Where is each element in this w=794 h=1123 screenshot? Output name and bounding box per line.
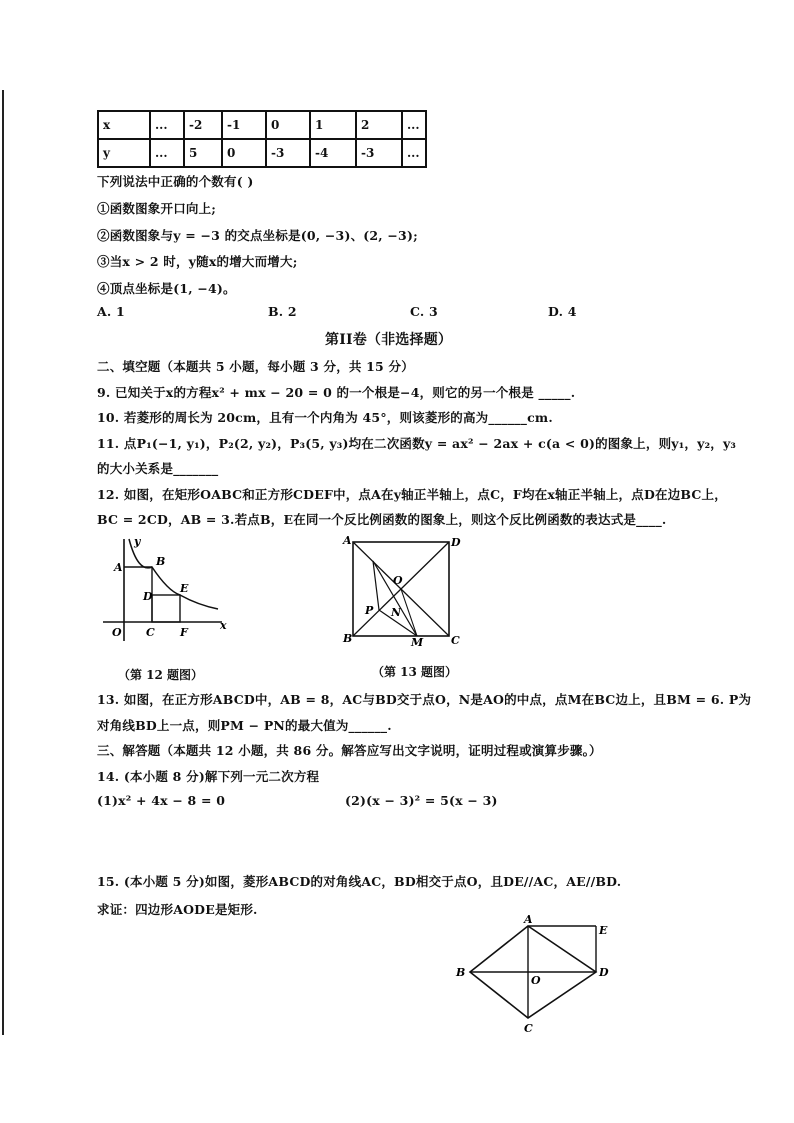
q8-item-3: ③当x > 2 时，y随x的增大而增大;	[97, 254, 298, 269]
question-9: 9. 已知关于x的方程x² + mx − 20 = 0 的一个根是−4，则它的另一个根是 _____.	[97, 385, 576, 400]
question-14-eq-2: (2)(x − 3)² = 5(x − 3)	[345, 793, 498, 808]
question-15-line-1: 15. (本小题 5 分)如图，菱形ABCD的对角线AC，BD相交于点O，且DE//AC，AE//BD.	[97, 874, 622, 889]
section-title: 第II卷（非选择题）	[325, 332, 453, 348]
question-12-line-2: BC = 2CD，AB = 3.若点B，E在同一个反比例函数的图象上，则这个反比例函数的表达式是____.	[97, 512, 667, 527]
table-cell: 2	[356, 111, 402, 139]
table-cell: -1	[222, 111, 266, 139]
figure-13	[335, 532, 465, 647]
q8-option-a: A. 1	[97, 304, 125, 319]
question-15-line-2: 求证：四边形AODE是矩形.	[97, 902, 258, 917]
question-13-line-2: 对角线BD上一点，则PM − PN的最大值为______.	[97, 718, 392, 733]
label-a: A	[114, 561, 123, 574]
label-d: D	[143, 590, 153, 603]
question-11-line-1: 11. 点P₁(−1, y₁)，P₂(2, y₂)，P₃(5, y₃)均在二次函数y = ax² − 2ax + c(a < 0)的图象上，则y₁，y₂，y₃	[97, 436, 737, 451]
label-c: C	[524, 1022, 533, 1035]
label-o: O	[112, 626, 122, 639]
table-cell: ...	[402, 111, 426, 139]
table-cell: ...	[402, 139, 426, 167]
table-cell: ...	[150, 111, 184, 139]
table-cell: 5	[184, 139, 222, 167]
question-14-title: 14. (本小题 8 分)解下列一元二次方程	[97, 769, 320, 784]
label-d: D	[599, 966, 609, 979]
figure-12	[98, 533, 228, 643]
question-12-line-1: 12. 如图，在矩形OABC和正方形CDEF中，点A在y轴正半轴上，点C，F均在x轴正半轴上，点D在边BC上，	[97, 487, 727, 502]
question-13-line-1: 13. 如图，在正方形ABCD中，AB = 8，AC与BD交于点O，N是AO的中点，点M在BC边上，且BM = 6. P为	[97, 692, 752, 707]
question-11-line-2: 的大小关系是_______	[97, 461, 219, 476]
label-o: O	[531, 974, 541, 987]
label-a: A	[524, 914, 533, 926]
q8-prompt: 下列说法中正确的个数有( )	[97, 174, 254, 189]
table-row	[98, 139, 426, 167]
q8-option-c: C. 3	[410, 304, 438, 319]
values-table	[97, 110, 427, 168]
label-e: E	[599, 924, 608, 937]
question-10: 10. 若菱形的周长为 20cm，且有一个内角为 45°，则该菱形的高为______cm.	[97, 410, 553, 425]
table-cell: x	[98, 111, 150, 139]
segment-np	[373, 561, 379, 610]
figure-12-caption: （第 12 题图）	[118, 668, 204, 682]
label-d: D	[451, 536, 461, 549]
label-p: P	[365, 604, 374, 617]
table-cell: y	[98, 139, 150, 167]
label-m: M	[411, 636, 424, 647]
label-c: C	[451, 634, 460, 647]
fill-heading: 二、填空题（本题共 5 小题，每小题 3 分，共 15 分）	[97, 359, 414, 374]
q8-item-2: ②函数图象与y = −3 的交点坐标是(0, −3)、(2, −3);	[97, 228, 418, 243]
table-cell: -3	[266, 139, 310, 167]
solve-heading: 三、解答题（本题共 12 小题，共 86 分。解答应写出文字说明，证明过程或演算步骤。）	[97, 743, 602, 758]
page-border-line	[2, 90, 4, 1035]
square-cdef	[152, 595, 180, 622]
label-b: B	[343, 632, 353, 645]
label-b: B	[456, 966, 466, 979]
label-f: F	[180, 626, 188, 639]
label-y: y	[134, 535, 141, 548]
question-14-eq-1: (1)x² + 4x − 8 = 0	[97, 793, 226, 808]
figure-13-caption: （第 13 题图）	[372, 665, 458, 679]
table-cell: 1	[310, 111, 356, 139]
table-cell: -4	[310, 139, 356, 167]
label-e: E	[180, 582, 189, 595]
label-b: B	[156, 555, 166, 568]
q8-option-b: B. 2	[268, 304, 297, 319]
label-c: C	[146, 626, 155, 639]
table-cell: ...	[150, 139, 184, 167]
q8-option-d: D. 4	[548, 304, 577, 319]
table-cell: 0	[266, 111, 310, 139]
table-cell: -3	[356, 139, 402, 167]
label-o: O	[393, 574, 403, 587]
table-cell: -2	[184, 111, 222, 139]
figure-15	[452, 914, 622, 1036]
label-n: N	[391, 606, 402, 619]
table-cell: 0	[222, 139, 266, 167]
q8-item-1: ①函数图象开口向上;	[97, 201, 217, 216]
label-x: x	[220, 619, 227, 632]
label-a: A	[343, 534, 352, 547]
table-row	[98, 111, 426, 139]
q8-item-4: ④顶点坐标是(1, −4)。	[97, 281, 236, 296]
